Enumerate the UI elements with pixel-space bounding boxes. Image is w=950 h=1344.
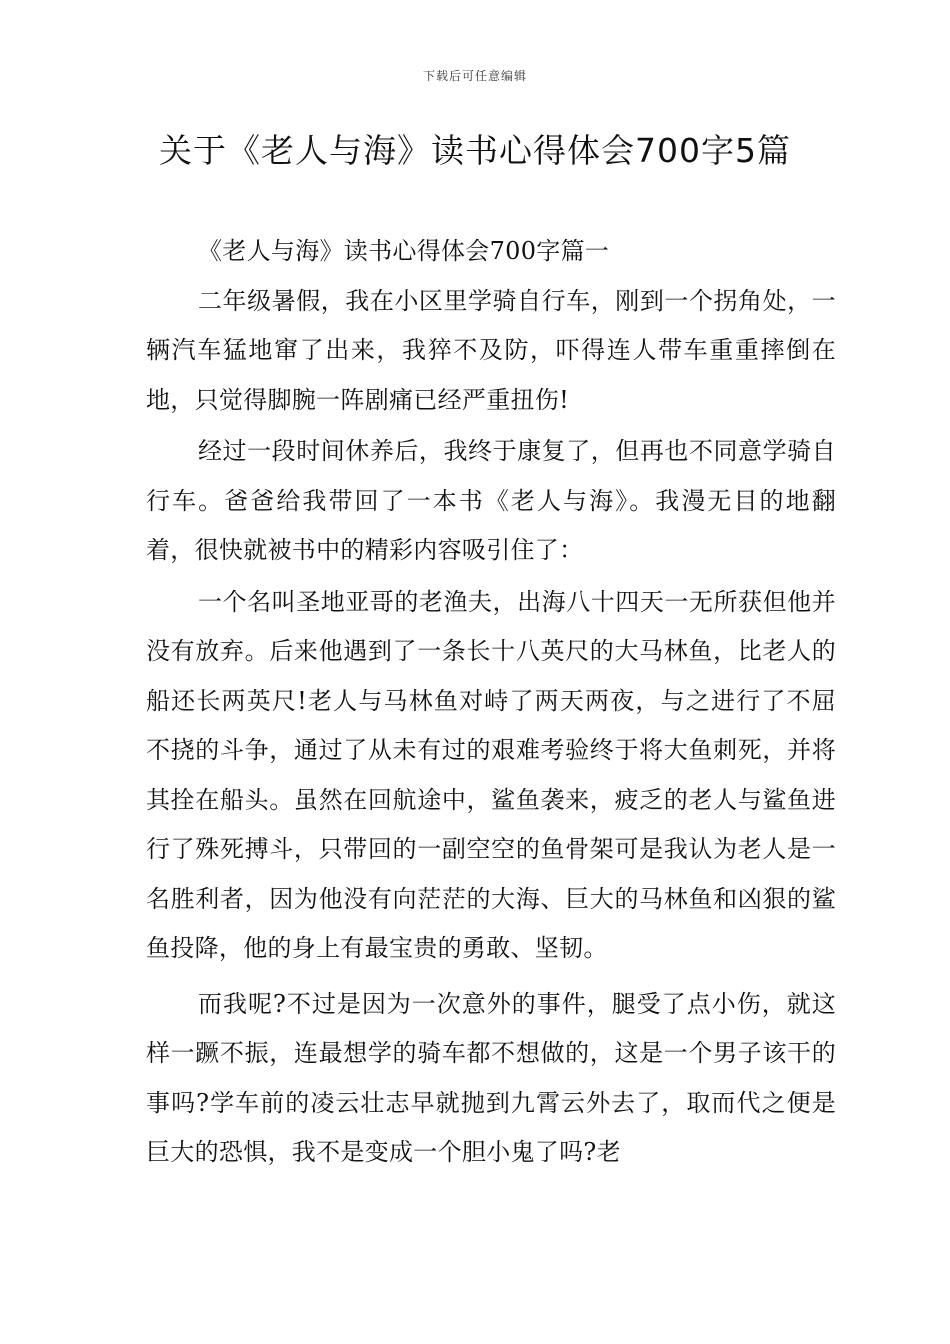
paragraph-2: 经过一段时间休养后，我终于康复了，但再也不同意学骑自行车。爸爸给我带回了一本书《老人与海》。我漫无目的地翻着，很快就被书中的精彩内容吸引住了： xyxy=(146,437,836,564)
paragraph-4: 而我呢?不过是因为一次意外的事件，腿受了点小伤，就这样一蹶不振，连最想学的骑车都不想做的，这是一个男子该干的事吗?学车前的凌云壮志早就抛到九霄云外去了，取而代之便是巨大的恐惧，我不是变成一个胆小鬼了吗?老 xyxy=(146,989,836,1166)
paragraph-1: 二年级暑假，我在小区里学骑自行车，刚到一个拐角处，一辆汽车猛地窜了出来，我猝不及防，吓得连人带车重重摔倒在地，只觉得脚腕一阵剧痛已经严重扭伤! xyxy=(146,286,836,414)
paragraph-3: 一个名叫圣地亚哥的老渔夫，出海八十四天一无所获但他并没有放弃。后来他遇到了一条长十八英尺的大马林鱼，比老人的船还长两英尺!老人与马林鱼对峙了两天两夜，与之进行了不屈不挠的斗争，通过了从未有过的艰难考验终于将大鱼刺死，并将其拴在船头。虽然在回航途中，鲨鱼袭来，疲乏的老人与鲨鱼进行了殊死搏斗，只带回的一副空空的鱼骨架可是我认为老人是一名胜利者，因为他没有向茫茫的大海、巨大的马林鱼和凶狠的鲨鱼投降，他的身上有最宝贵的勇敢、坚韧。 xyxy=(146,587,836,962)
document-title: 关于《老人与海》读书心得体会700字5篇 xyxy=(159,131,791,170)
section-heading: 《老人与海》读书心得体会700字篇一 xyxy=(198,237,610,265)
header-note: 下载后可任意编辑 xyxy=(422,69,527,83)
document-body xyxy=(146,227,836,1178)
